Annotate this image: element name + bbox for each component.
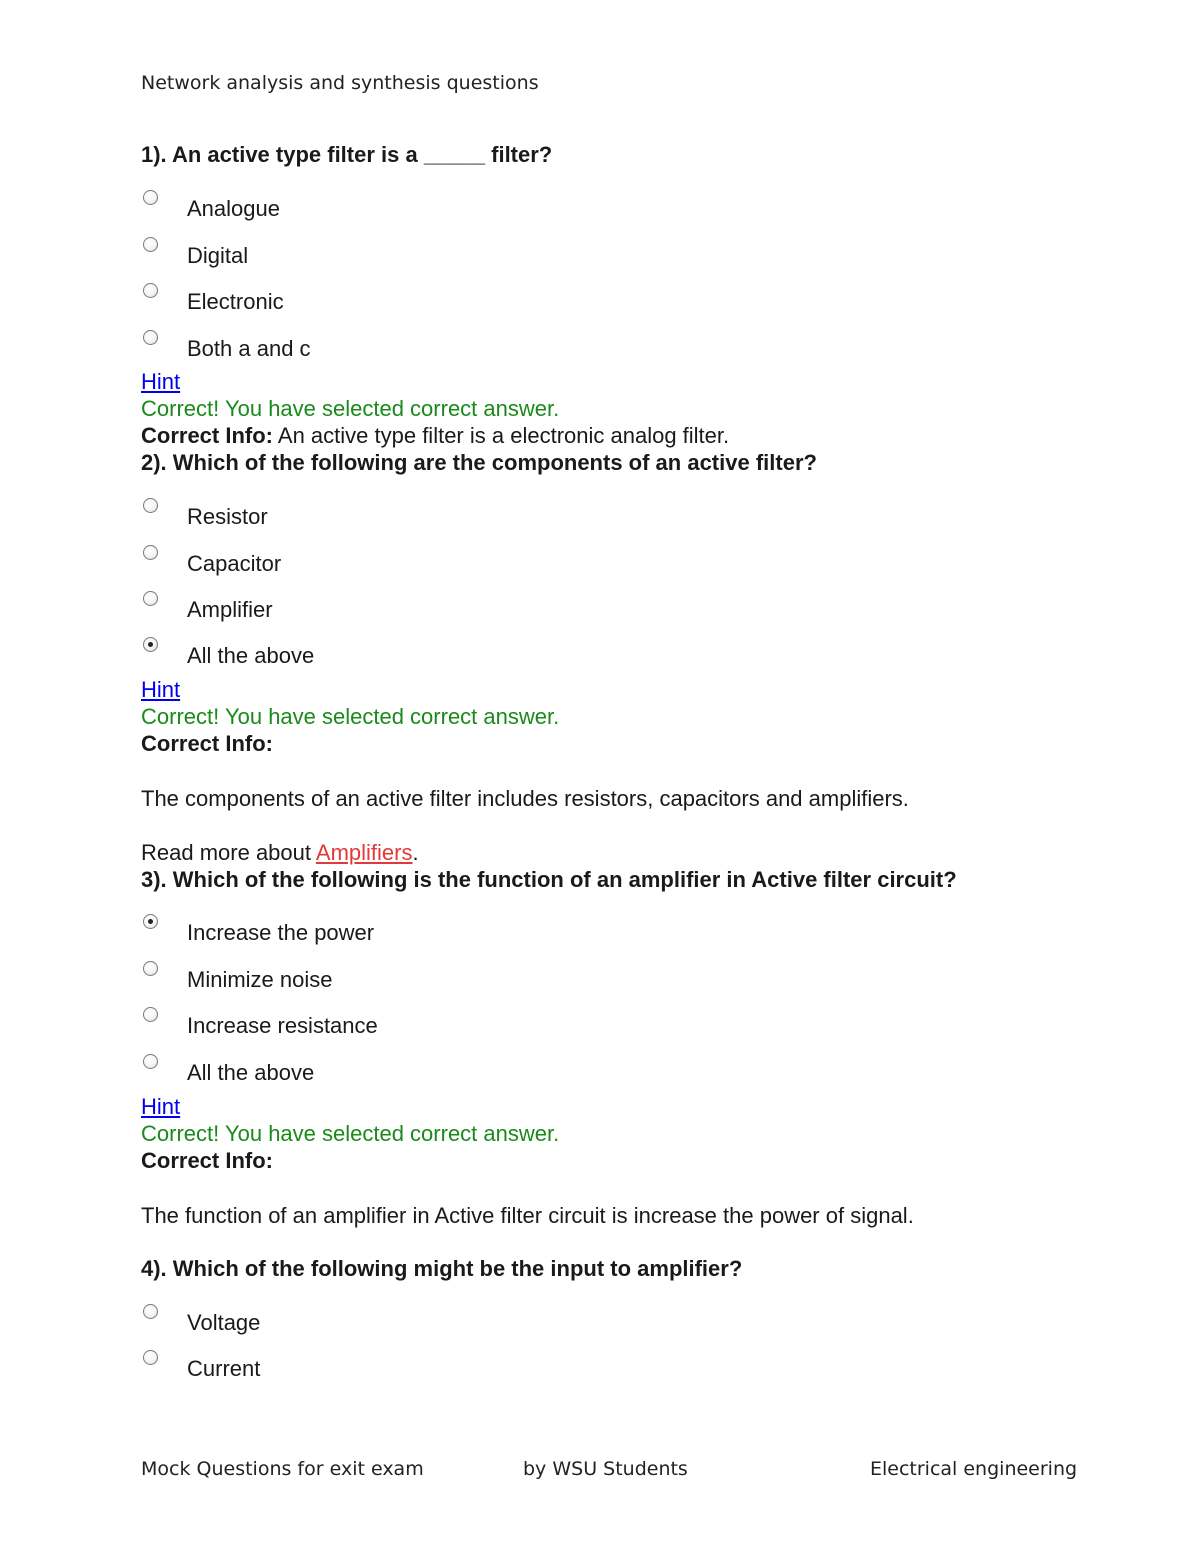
option-label: Increase the power xyxy=(187,920,375,945)
question-3-correct-message: Correct! You have selected correct answer. xyxy=(141,1121,560,1146)
read-more-suffix: . xyxy=(412,840,419,865)
option-label: Electronic xyxy=(187,289,284,314)
question-2-hint-link[interactable]: Hint xyxy=(141,677,181,702)
question-4-title: 4). Which of the following might be the input to amplifier? xyxy=(141,1256,743,1281)
footer-center: by WSU Students xyxy=(523,1458,688,1480)
radio-button[interactable] xyxy=(143,498,158,513)
option-label: Capacitor xyxy=(187,551,282,576)
radio-button[interactable] xyxy=(143,545,158,560)
question-3-correct-info xyxy=(141,1148,273,1174)
footer-left: Mock Questions for exit exam xyxy=(141,1458,424,1480)
option-label: Amplifier xyxy=(187,597,273,622)
question-3-hint-link[interactable]: Hint xyxy=(141,1094,181,1119)
question-2-read-more xyxy=(141,840,419,866)
option-label: Increase resistance xyxy=(187,1013,378,1038)
option-label: Voltage xyxy=(187,1310,261,1335)
radio-button[interactable] xyxy=(143,1007,158,1022)
question-3-explanation: The function of an amplifier in Active filter circuit is increase the power of signal. xyxy=(141,1203,914,1228)
question-1-correct-info xyxy=(141,423,729,449)
option-label: All the above xyxy=(187,643,315,668)
radio-button[interactable] xyxy=(143,1350,158,1365)
radio-button[interactable] xyxy=(143,1304,158,1319)
question-1-hint-link[interactable]: Hint xyxy=(141,369,181,394)
option-label: Minimize noise xyxy=(187,967,333,992)
question-2-title: 2). Which of the following are the components of an active filter? xyxy=(141,450,817,475)
radio-button[interactable] xyxy=(143,237,158,252)
question-2-correct-message: Correct! You have selected correct answer. xyxy=(141,704,560,729)
question-2-correct-info xyxy=(141,731,273,757)
footer-right: Electrical engineering xyxy=(870,1458,1078,1480)
option-label: Both a and c xyxy=(187,336,311,361)
option-label: Analogue xyxy=(187,196,280,221)
radio-button[interactable] xyxy=(143,190,158,205)
correct-info-text: An active type filter is a electronic analog filter. xyxy=(273,423,730,448)
question-3-title: 3). Which of the following is the function of an amplifier in Active filter circuit? xyxy=(141,867,957,892)
read-more-prefix: Read more about xyxy=(141,840,316,865)
correct-info-label: Correct Info: xyxy=(141,731,273,756)
question-2-explanation: The components of an active filter includes resistors, capacitors and amplifiers. xyxy=(141,786,909,811)
option-label: All the above xyxy=(187,1060,315,1085)
option-label: Digital xyxy=(187,243,249,268)
option-label: Resistor xyxy=(187,504,268,529)
question-1-title: 1). An active type filter is a _____ filter? xyxy=(141,142,553,167)
question-1-correct-message: Correct! You have selected correct answer. xyxy=(141,396,560,421)
correct-info-label: Correct Info: xyxy=(141,423,273,448)
radio-button[interactable] xyxy=(143,283,158,298)
radio-button-selected[interactable] xyxy=(143,914,158,929)
radio-button[interactable] xyxy=(143,591,158,606)
page-header: Network analysis and synthesis questions xyxy=(141,72,539,94)
option-label: Current xyxy=(187,1356,261,1381)
amplifiers-link[interactable]: Amplifiers xyxy=(315,840,413,865)
radio-button[interactable] xyxy=(143,1054,158,1069)
radio-button-selected[interactable] xyxy=(143,637,158,652)
radio-button[interactable] xyxy=(143,961,158,976)
radio-button[interactable] xyxy=(143,330,158,345)
correct-info-label: Correct Info: xyxy=(141,1148,273,1173)
